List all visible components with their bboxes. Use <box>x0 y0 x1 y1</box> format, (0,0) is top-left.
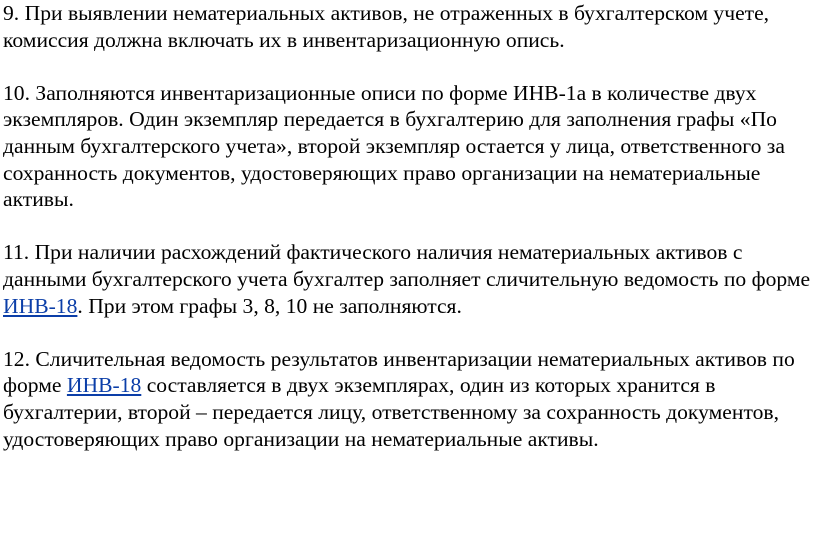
paragraph-12-text-end: составляется в двух экземплярах, один из которых хранится в бухгалтерии, второй – передается лицу, ответственному за сохранность документов, удостоверяющих право организации на нематериальные активы. <box>3 373 779 451</box>
paragraph-11-text-start: 11. При наличии расхождений фактического наличия нематериальных активов с данными бухгалтерского учета бухгалтер заполняет сличительную ведомость по форме <box>3 240 811 291</box>
paragraph-9-text: 9. При выявлении нематериальных активов, не отраженных в бухгалтерском учете, комиссия должна включать их в инвентаризационную опись. <box>3 1 770 52</box>
paragraph-9 <box>3 0 813 53</box>
inv-18-link[interactable]: ИНВ-18 <box>3 293 78 318</box>
inv-18-link[interactable]: ИНВ-18 <box>66 373 142 398</box>
paragraph-12 <box>3 346 813 452</box>
paragraph-10 <box>3 80 813 213</box>
paragraph-10-text: 10. Заполняются инвентаризационные описи по форме ИНВ-1а в количестве двух экземпляров. Один экземпляр передается в бухгалтерию для заполнения графы «По данным бухгалтерского учета», второй экземпляр остается у лица, ответственного за сохранность документов, удостоверяющих право организации на нематериальные активы. <box>3 80 785 212</box>
paragraph-12-text-start: 12. Сличительная ведомость результатов инвентаризации нематериальных активов по форме <box>3 346 795 398</box>
paragraph-spacer <box>3 53 813 80</box>
paragraph-spacer <box>3 319 813 346</box>
paragraph-11 <box>3 239 813 319</box>
paragraph-11-text-end: . При этом графы 3, 8, 10 не заполняются. <box>77 293 462 318</box>
paragraph-spacer <box>3 213 813 240</box>
document-body <box>3 0 813 452</box>
